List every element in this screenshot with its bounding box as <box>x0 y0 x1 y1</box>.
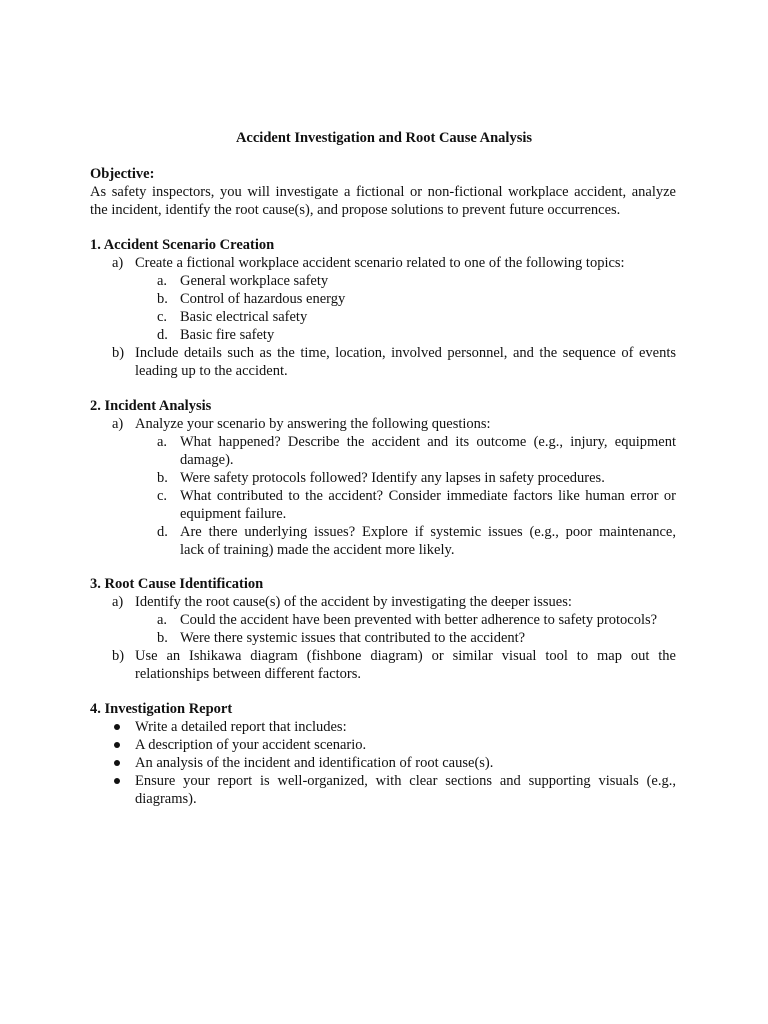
sublist-marker: c. <box>157 309 168 325</box>
section-heading: 4. Investigation Report <box>90 701 233 717</box>
sublist-marker: a. <box>157 273 168 289</box>
section-heading: 3. Root Cause Identification <box>90 576 264 592</box>
sublist-marker: c. <box>157 488 168 504</box>
bullet-icon <box>114 778 120 784</box>
bullet-icon <box>114 742 120 748</box>
sublist-marker: b. <box>157 291 168 307</box>
list-marker: b) <box>112 345 125 361</box>
sublist-item-text: Could the accident have been prevented with better adherence to safety protocols? <box>180 612 658 628</box>
sublist-item-text: lack of training) made the accident more likely. <box>180 542 455 558</box>
sublist-item-text: Are there underlying issues? Explore if systemic issues (e.g., poor maintenance, <box>180 524 676 540</box>
bullet-item-text: Write a detailed report that includes: <box>135 719 347 735</box>
sublist-item-text: Basic electrical safety <box>180 309 308 325</box>
list-item-text: leading up to the accident. <box>135 363 288 379</box>
document-title: Accident Investigation and Root Cause Analysis <box>235 130 533 146</box>
bullet-item-text: A description of your accident scenario. <box>135 737 367 753</box>
sublist-item-text: What happened? Describe the accident and its outcome (e.g., injury, equipment <box>180 434 676 450</box>
bullet-item-text: diagrams). <box>135 791 197 807</box>
sublist-marker: b. <box>157 470 168 486</box>
sublist-marker: a. <box>157 612 168 628</box>
bullet-icon <box>114 724 120 730</box>
list-marker: a) <box>112 255 124 271</box>
section-heading: 1. Accident Scenario Creation <box>90 237 275 253</box>
sublist-item-text: damage). <box>180 452 234 468</box>
list-item-text: relationships between different factors. <box>135 666 362 682</box>
sublist-item-text: Basic fire safety <box>180 327 275 343</box>
list-item-text: Include details such as the time, location, involved personnel, and the sequence of events <box>135 345 676 361</box>
section-heading: 2. Incident Analysis <box>90 398 212 414</box>
bullet-item-text: An analysis of the incident and identification of root cause(s). <box>135 755 494 771</box>
sublist-marker: d. <box>157 327 168 343</box>
list-marker: b) <box>112 648 125 664</box>
objective-line: the incident, identify the root cause(s), and propose solutions to prevent future occurrences. <box>90 202 621 218</box>
sublist-item-text: What contributed to the accident? Consider immediate factors like human error or <box>180 488 676 504</box>
sublist-marker: b. <box>157 630 168 646</box>
list-item-text: Analyze your scenario by answering the following questions: <box>135 416 491 432</box>
bullet-item-text: Ensure your report is well-organized, with clear sections and supporting visuals (e.g., <box>135 773 676 789</box>
sublist-marker: d. <box>157 524 168 540</box>
list-marker: a) <box>112 594 124 610</box>
list-marker: a) <box>112 416 124 432</box>
sublist-item-text: Control of hazardous energy <box>180 291 346 307</box>
list-item-text: Identify the root cause(s) of the accident by investigating the deeper issues: <box>135 594 572 610</box>
objective-heading: Objective: <box>90 166 155 182</box>
sublist-item-text: Were there systemic issues that contributed to the accident? <box>180 630 526 646</box>
sublist-marker: a. <box>157 434 168 450</box>
list-item-text: Create a fictional workplace accident scenario related to one of the following topics: <box>135 255 625 271</box>
sublist-item-text: equipment failure. <box>180 506 287 522</box>
list-item-text: Use an Ishikawa diagram (fishbone diagram) or similar visual tool to map out the <box>135 648 676 664</box>
bullet-icon <box>114 760 120 766</box>
sublist-item-text: Were safety protocols followed? Identify any lapses in safety procedures. <box>180 470 605 486</box>
objective-line: As safety inspectors, you will investigate a fictional or non-fictional workplace accident, analyze <box>90 184 676 200</box>
sublist-item-text: General workplace safety <box>180 273 329 289</box>
